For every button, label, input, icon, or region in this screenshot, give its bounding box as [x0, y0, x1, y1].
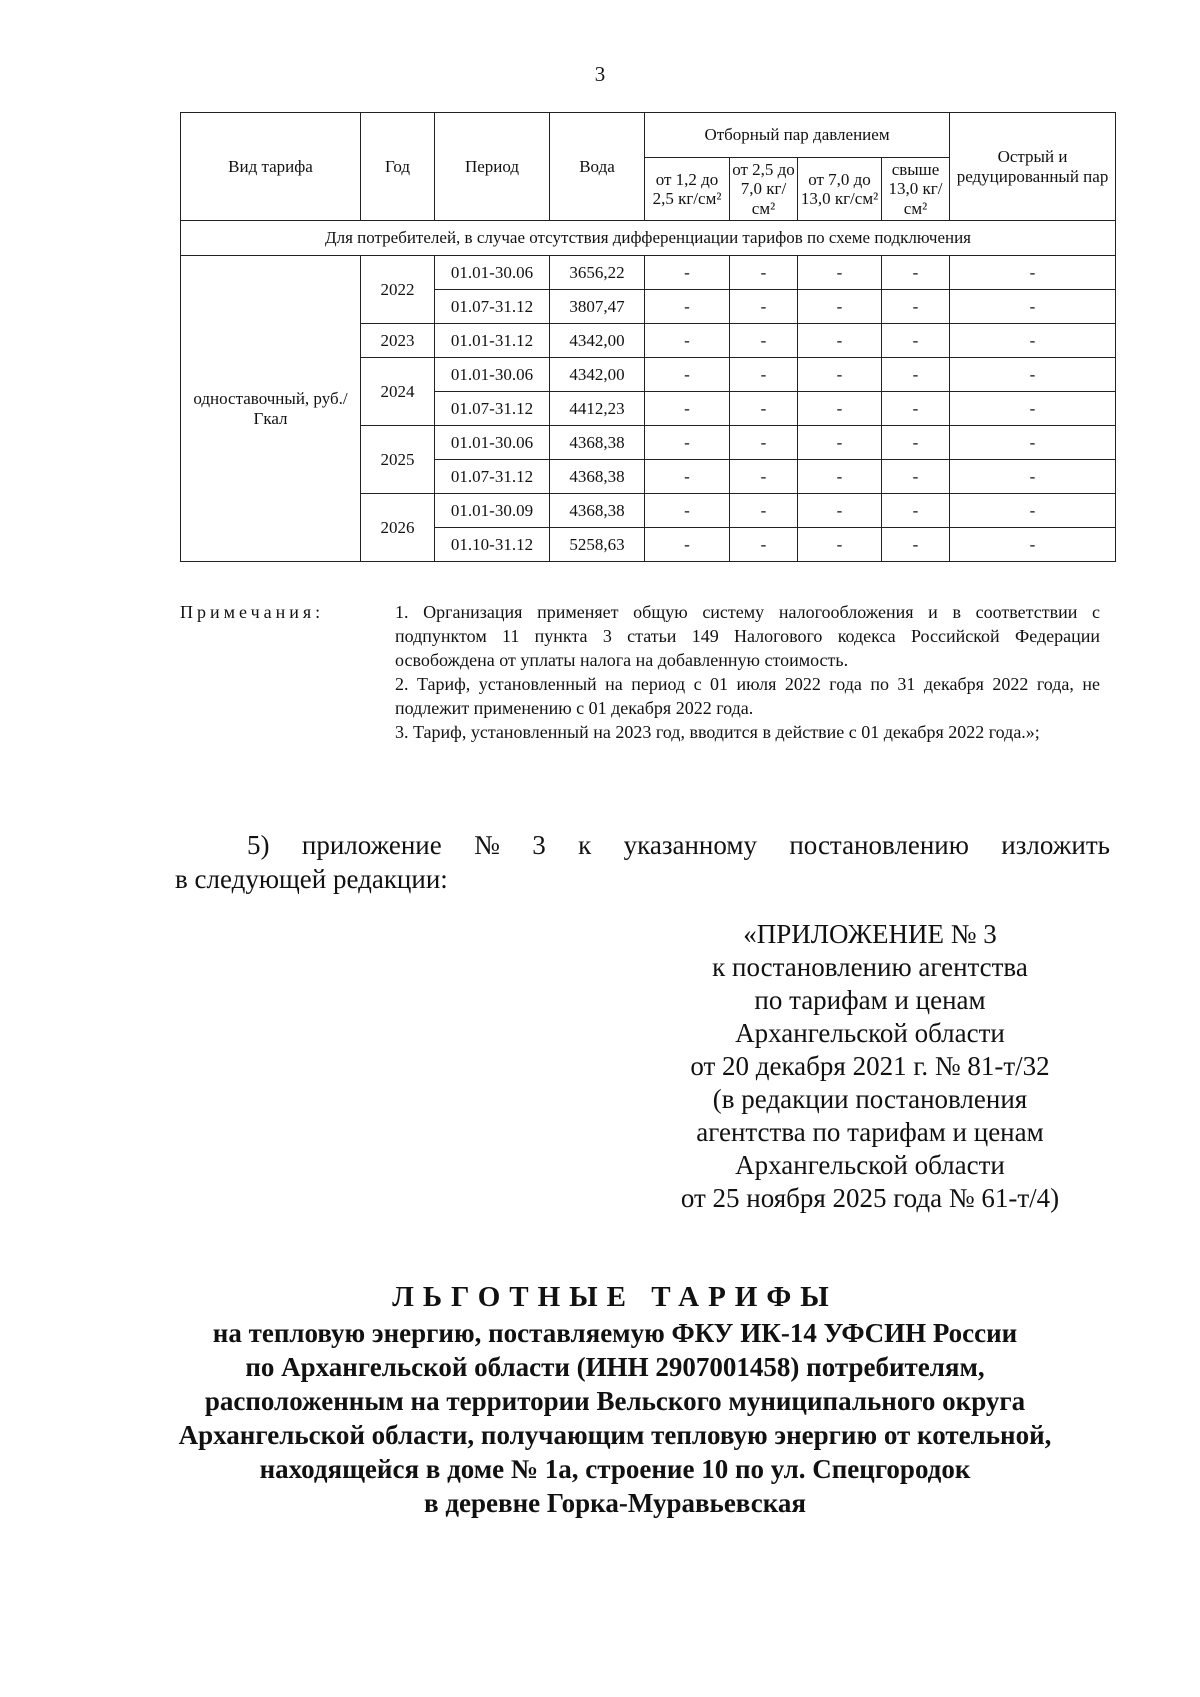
para-word: № — [474, 830, 500, 860]
appendix-header — [640, 918, 1100, 1215]
dash-cell: - — [798, 256, 882, 290]
dash-cell: - — [950, 494, 1116, 528]
dash-cell: - — [730, 494, 798, 528]
title-line: на тепловую энергию, поставляемую ФКУ ИК-14 УФСИН России — [212, 1318, 1018, 1348]
appendix-line: агентства по тарифам и ценам — [696, 1117, 1044, 1147]
period-cell: 01.01-30.06 — [435, 256, 550, 290]
period-cell: 01.01-31.12 — [435, 324, 550, 358]
dash-cell: - — [730, 358, 798, 392]
note-item: 1. Организация применяет общую систему налогообложения и в соответствии с подпунктом 11 пункта 3 статьи 149 Налогового кодекса Российской Федерации освобождена от уплаты налога на добавленную стоимость. — [395, 602, 1100, 670]
period-cell: 01.01-30.09 — [435, 494, 550, 528]
header-steam-4: свыше 13,0 кг/см² — [882, 158, 950, 221]
appendix-line: от 25 ноября 2025 года № 61-т/4) — [680, 1183, 1060, 1213]
title-line: расположенным на территории Вельского муниципального округа — [204, 1386, 1026, 1416]
appendix-line: к постановлению агентства — [712, 952, 1028, 982]
appendix-line: «ПРИЛОЖЕНИЕ № 3 — [743, 919, 997, 949]
dash-cell: - — [645, 290, 730, 324]
water-cell: 4368,38 — [550, 460, 645, 494]
dash-cell: - — [882, 256, 950, 290]
year-cell: 2022 — [361, 256, 435, 324]
appendix-line: от 20 декабря 2021 г. № 81-т/32 — [690, 1051, 1050, 1081]
header-water: Вода — [550, 113, 645, 221]
dash-cell: - — [730, 426, 798, 460]
period-cell: 01.01-30.06 — [435, 358, 550, 392]
period-cell: 01.01-30.06 — [435, 426, 550, 460]
water-cell: 3807,47 — [550, 290, 645, 324]
dash-cell: - — [882, 494, 950, 528]
water-cell: 4368,38 — [550, 426, 645, 460]
dash-cell: - — [798, 358, 882, 392]
dash-cell: - — [645, 358, 730, 392]
dash-cell: - — [882, 460, 950, 494]
title-line: Архангельской области, получающим тепловую энергию от котельной, — [178, 1420, 1052, 1450]
dash-cell: - — [798, 460, 882, 494]
header-steam-3: от 7,0 до 13,0 кг/см² — [798, 158, 882, 221]
appendix-line: Архангельской области — [735, 1018, 1005, 1048]
header-period: Период — [435, 113, 550, 221]
dash-cell: - — [950, 256, 1116, 290]
header-sharp-steam: Острый и редуцированный пар — [950, 113, 1116, 221]
page-number: 3 — [594, 62, 606, 86]
year-cell: 2026 — [361, 494, 435, 562]
tariff-table — [180, 112, 1116, 562]
header-year: Год — [361, 113, 435, 221]
dash-cell: - — [882, 324, 950, 358]
dash-cell: - — [645, 494, 730, 528]
dash-cell: - — [730, 460, 798, 494]
dash-cell: - — [950, 426, 1116, 460]
section-title: Для потребителей, в случае отсутствия дифференциации тарифов по схеме подключения — [181, 221, 1116, 256]
dash-cell: - — [798, 494, 882, 528]
period-cell: 01.07-31.12 — [435, 460, 550, 494]
dash-cell: - — [730, 528, 798, 562]
notes-label: Примечания: — [180, 602, 325, 622]
para-word: постановлению — [789, 830, 969, 860]
period-cell: 01.10-31.12 — [435, 528, 550, 562]
note-item: 2. Тариф, установленный на период с 01 июля 2022 года по 31 декабря 2022 года, не подлежит применению с 01 декабря 2022 года. — [395, 674, 1100, 718]
dash-cell: - — [645, 392, 730, 426]
appendix-line: (в редакции постановления — [712, 1084, 1028, 1114]
appendix-line: Архангельской области — [735, 1150, 1005, 1180]
dash-cell: - — [882, 290, 950, 324]
dash-cell: - — [882, 528, 950, 562]
water-cell: 4368,38 — [550, 494, 645, 528]
year-cell: 2023 — [361, 324, 435, 358]
dash-cell: - — [882, 426, 950, 460]
period-cell: 01.07-31.12 — [435, 392, 550, 426]
appendix-line: по тарифам и ценам — [754, 985, 986, 1015]
title-heading: ЛЬГОТНЫЕ ТАРИФЫ — [392, 1281, 838, 1313]
paragraph-5 — [175, 828, 1110, 896]
dash-cell: - — [645, 324, 730, 358]
dash-cell: - — [950, 358, 1116, 392]
para-word: к — [578, 830, 592, 860]
tariff-type: одноставочный, руб./Гкал — [181, 256, 361, 562]
header-type: Вид тарифа — [181, 113, 361, 221]
document-title — [150, 1280, 1080, 1520]
dash-cell: - — [730, 392, 798, 426]
dash-cell: - — [950, 392, 1116, 426]
dash-cell: - — [798, 290, 882, 324]
para-line-2: в следующей редакции: — [175, 864, 448, 894]
para-word: 3 — [532, 830, 546, 860]
dash-cell: - — [950, 290, 1116, 324]
dash-cell: - — [730, 324, 798, 358]
header-steam-group: Отборный пар давлением — [645, 113, 950, 158]
para-word: указанному — [623, 830, 757, 860]
water-cell: 3656,22 — [550, 256, 645, 290]
title-line: в деревне Горка-Муравьевская — [424, 1488, 806, 1518]
note-item: 3. Тариф, установленный на 2023 год, вводится в действие с 01 декабря 2022 года.»; — [395, 722, 1040, 742]
dash-cell: - — [645, 426, 730, 460]
dash-cell: - — [798, 426, 882, 460]
dash-cell: - — [645, 528, 730, 562]
title-line: находящейся в доме № 1а, строение 10 по ул. Спецгородок — [259, 1454, 971, 1484]
year-cell: 2025 — [361, 426, 435, 494]
dash-cell: - — [645, 460, 730, 494]
water-cell: 5258,63 — [550, 528, 645, 562]
water-cell: 4342,00 — [550, 324, 645, 358]
dash-cell: - — [950, 324, 1116, 358]
dash-cell: - — [730, 290, 798, 324]
para-word: 5) — [247, 830, 270, 860]
dash-cell: - — [798, 528, 882, 562]
dash-cell: - — [730, 256, 798, 290]
para-word: изложить — [1001, 830, 1110, 860]
dash-cell: - — [950, 528, 1116, 562]
header-steam-2: от 2,5 до 7,0 кг/см² — [730, 158, 798, 221]
dash-cell: - — [882, 358, 950, 392]
dash-cell: - — [950, 460, 1116, 494]
water-cell: 4412,23 — [550, 392, 645, 426]
header-steam-1: от 1,2 до 2,5 кг/см² — [645, 158, 730, 221]
water-cell: 4342,00 — [550, 358, 645, 392]
dash-cell: - — [882, 392, 950, 426]
dash-cell: - — [798, 392, 882, 426]
title-line: по Архангельской области (ИНН 2907001458) потребителям, — [245, 1352, 985, 1382]
dash-cell: - — [798, 324, 882, 358]
period-cell: 01.07-31.12 — [435, 290, 550, 324]
para-word: приложение — [301, 830, 442, 860]
dash-cell: - — [645, 256, 730, 290]
year-cell: 2024 — [361, 358, 435, 426]
